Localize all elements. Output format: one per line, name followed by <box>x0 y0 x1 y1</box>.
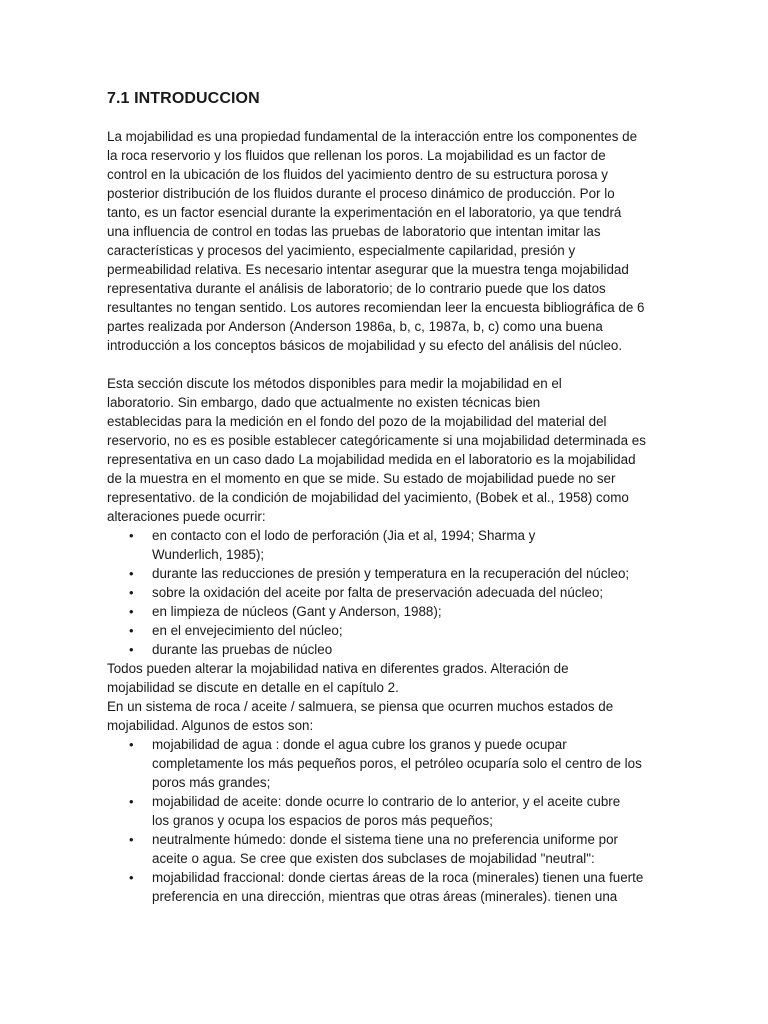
list-item-continuation: poros más grandes; <box>152 775 271 790</box>
list-item-text: en el envejecimiento del núcleo; <box>152 623 343 638</box>
text-line: Todos pueden alterar la mojabilidad nativa en diferentes grados. Alteración de <box>107 661 569 676</box>
list-item-continuation: preferencia en una dirección, mientras que otras áreas (minerales). tienen una <box>152 889 618 904</box>
wettability-states-list <box>107 735 667 906</box>
bullet-icon: • <box>129 870 134 885</box>
list-item <box>107 868 667 887</box>
list-item-continuation: los granos y ocupa los espacios de poros más pequeños; <box>152 813 493 828</box>
alteration-list <box>107 526 667 659</box>
document-body <box>107 127 667 906</box>
list-item-text: mojabilidad de aceite: donde ocurre lo contrario de lo anterior, y el aceite cubre <box>152 794 621 809</box>
text-line: laboratorio. Sin embargo, dado que actualmente no existen técnicas bien <box>107 395 541 410</box>
bullet-icon: • <box>129 585 134 600</box>
paragraph-intro <box>107 127 667 355</box>
bullet-icon: • <box>129 623 134 638</box>
list-item <box>107 792 667 811</box>
text-line: partes realizada por Anderson (Anderson 1986a, b, c, 1987a, b, c) como una buena <box>107 319 603 334</box>
text-line: la roca reservorio y los fluidos que rellenan los poros. La mojabilidad es un factor de <box>107 148 606 163</box>
list-item-text: mojabilidad de agua : donde el agua cubre los granos y puede ocupar <box>152 737 567 752</box>
list-item <box>107 583 667 602</box>
list-item-text: en limpieza de núcleos (Gant y Anderson, 1988); <box>152 604 442 619</box>
text-line: tanto, es un factor esencial durante la experimentación en el laboratorio, ya que tendrá <box>107 205 622 220</box>
bullet-icon: • <box>129 604 134 619</box>
list-item <box>107 564 667 583</box>
bullet-icon: • <box>129 737 134 752</box>
text-line: Esta sección discute los métodos disponibles para medir la mojabilidad en el <box>107 376 562 391</box>
bullet-icon: • <box>129 832 134 847</box>
list-item <box>107 735 667 754</box>
text-line: posterior distribución de los fluidos durante el proceso dinámico de producción. Por lo <box>107 186 615 201</box>
list-item <box>107 621 667 640</box>
text-line: control en la ubicación de los fluidos del yacimiento dentro de su estructura porosa y <box>107 167 608 182</box>
list-item <box>107 602 667 621</box>
text-line: mojabilidad se discute en detalle en el capítulo 2. <box>107 680 399 695</box>
text-line: resultantes no tengan sentido. Los autores recomiendan leer la encuesta bibliográfica de 6 <box>107 300 645 315</box>
list-item <box>107 640 667 659</box>
list-item-text: en contacto con el lodo de perforación (Jia et al, 1994; Sharma y <box>152 528 536 543</box>
section-heading: 7.1 INTRODUCCION <box>107 90 260 107</box>
bullet-icon: • <box>129 566 134 581</box>
list-item-continuation: completamente los más pequeños poros, el petróleo ocuparía solo el centro de los <box>152 756 642 771</box>
list-item-text: durante las pruebas de núcleo <box>152 642 333 657</box>
list-item-continuation: aceite o agua. Se cree que existen dos subclases de mojabilidad "neutral": <box>152 851 595 866</box>
list-item-text: mojabilidad fraccional: donde ciertas áreas de la roca (minerales) tienen una fuerte <box>152 870 644 885</box>
paragraph-methods <box>107 374 667 526</box>
text-line: representativo. de la condición de mojabilidad del yacimiento, (Bobek et al., 1958) como <box>107 490 629 505</box>
list-item-text: durante las reducciones de presión y temperatura en la recuperación del núcleo; <box>152 566 630 581</box>
text-line: representativa durante el análisis de laboratorio; de lo contrario puede que los datos <box>107 281 606 296</box>
list-item-text: neutralmente húmedo: donde el sistema tiene una no preferencia uniforme por <box>152 832 618 847</box>
text-line: características y procesos del yacimiento, especialmente capilaridad, presión y <box>107 243 576 258</box>
bullet-icon: • <box>129 528 134 543</box>
text-line: establecidas para la medición en el fondo del pozo de la mojabilidad del material del <box>107 414 607 429</box>
text-line: representativa en un caso dado La mojabilidad medida en el laboratorio es la mojabilidad <box>107 452 636 467</box>
text-line: En un sistema de roca / aceite / salmuera, se piensa que ocurren muchos estados de <box>107 699 614 714</box>
list-item <box>107 526 667 545</box>
text-line: reservorio, no es es posible establecer categóricamente si una mojabilidad determinada es <box>107 433 646 448</box>
list-item-continuation: Wunderlich, 1985); <box>152 547 265 562</box>
bullet-icon: • <box>129 794 134 809</box>
paragraph-states <box>107 659 667 735</box>
text-line: mojabilidad. Algunos de estos son: <box>107 718 314 733</box>
text-line: alteraciones puede ocurrir: <box>107 509 266 524</box>
text-line: de la muestra en el momento en que se mide. Su estado de mojabilidad puede no ser <box>107 471 616 486</box>
text-line: La mojabilidad es una propiedad fundamental de la interacción entre los componentes de <box>107 129 638 144</box>
paragraph-spacer <box>107 355 667 374</box>
list-item-text: sobre la oxidación del aceite por falta de preservación adecuada del núcleo; <box>152 585 604 600</box>
bullet-icon: • <box>129 642 134 657</box>
text-line: una influencia de control en todas las pruebas de laboratorio que intentan imitar las <box>107 224 601 239</box>
list-item <box>107 830 667 849</box>
text-line: permeabilidad relativa. Es necesario intentar asegurar que la muestra tenga mojabilidad <box>107 262 629 277</box>
text-line: introducción a los conceptos básicos de mojabilidad y su efecto del análisis del núcleo. <box>107 338 623 353</box>
